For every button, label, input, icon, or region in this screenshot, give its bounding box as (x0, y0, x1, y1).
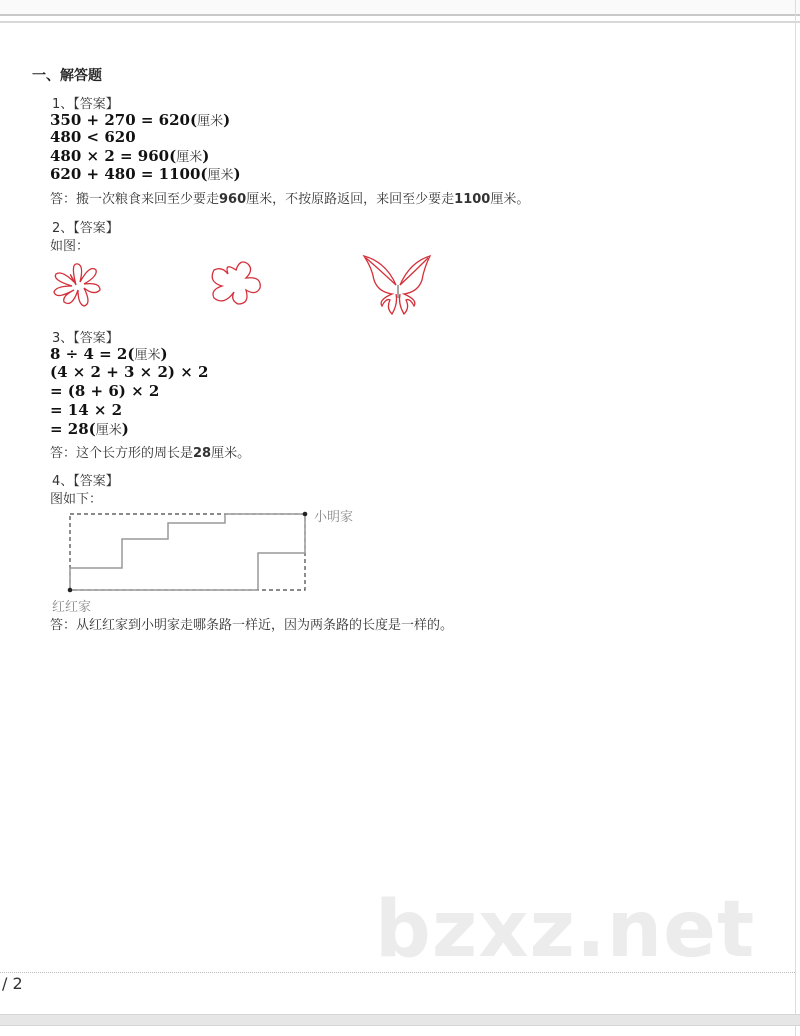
q1-line-4: 620 + 480 = 1100(厘米) (50, 165, 241, 183)
q1-line-1: 350 + 270 = 620(厘米) (50, 111, 231, 129)
q4-answer: 答：从红红家到小明家走哪条路一样近，因为两条路的长度是一样的。 (50, 618, 454, 633)
flower-eight-petal-shape (54, 264, 100, 306)
q1-line-3: 480 × 2 = 960(厘米) (50, 147, 210, 165)
q1-label: 1、【答案】 (52, 97, 119, 112)
lower-route (70, 514, 305, 590)
q3-line-3: = (8 + 6) × 2 (50, 382, 160, 400)
end-label: 小明家 (314, 510, 354, 525)
q3-line-4: = 14 × 2 (50, 401, 123, 419)
dashed-rectangle (70, 514, 305, 590)
footer-divider (0, 972, 795, 973)
q3-line-5: = 28(厘米) (50, 420, 129, 438)
q3-line-1: 8 ÷ 4 = 2(厘米) (50, 345, 168, 363)
q1-line-2: 480 < 620 (50, 128, 136, 146)
end-point (303, 512, 308, 517)
q3-label: 3、【答案】 (52, 331, 119, 346)
page-number: / 2 (2, 974, 23, 993)
q1-answer: 答：搬一次粮食来回至少要走960厘米，不按原路返回，来回至少要走1100厘米。 (50, 192, 530, 207)
route-diagram (0, 500, 330, 600)
q4-intro: 图如下： (50, 492, 103, 507)
q2-label: 2、【答案】 (52, 221, 119, 236)
page-gap-band (0, 1014, 800, 1026)
q2-shapes (0, 0, 800, 330)
q3-line-2: (4 × 2 + 3 × 2) × 2 (50, 363, 209, 381)
staircase-route (70, 514, 305, 590)
watermark: bzxz.net (375, 885, 756, 975)
start-point (68, 588, 73, 593)
q2-intro: 如图： (50, 239, 90, 254)
q3-answer: 答：这个长方形的周长是28厘米。 (50, 446, 251, 461)
start-label: 红红家 (52, 600, 92, 615)
flower-five-lobe-shape (212, 262, 260, 304)
q4-label: 4、【答案】 (52, 474, 119, 489)
butterfly-shape (364, 256, 430, 314)
section-title: 一、解答题 (32, 68, 102, 84)
